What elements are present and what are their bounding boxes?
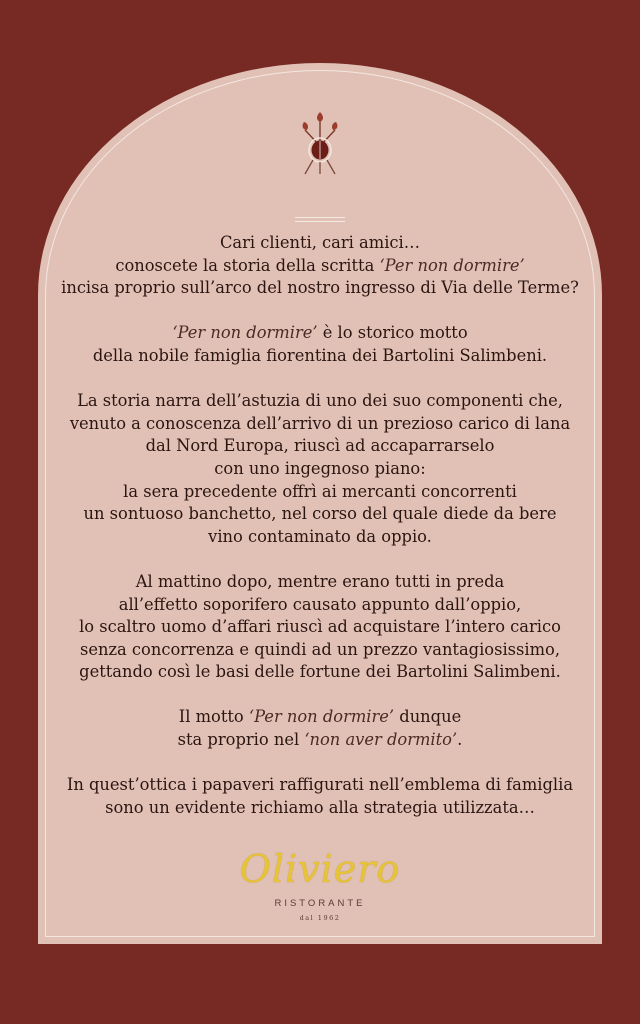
- logo-since: dal 1962: [299, 914, 341, 922]
- restaurant-logo: [230, 840, 410, 898]
- line: La storia narra dell’astuzia di uno dei suo componenti che,: [77, 391, 563, 411]
- line: .: [457, 730, 463, 750]
- line: la sera precedente offrì ai mercanti concorrenti: [123, 481, 517, 501]
- line: dunque: [394, 707, 462, 727]
- paragraph-greeting: [40, 232, 600, 300]
- line: conoscete la storia della scritta: [115, 255, 380, 275]
- line: sta proprio nel: [177, 730, 305, 750]
- logo-subtitle: RISTORANTE: [274, 898, 366, 909]
- line: incisa proprio sull’arco del nostro ingresso di Via delle Terme?: [61, 278, 579, 298]
- line: con uno ingegnoso piano:: [214, 458, 426, 478]
- motto-italic: ‘Per non dormire’: [248, 707, 395, 727]
- crest-poppies-icon: [296, 110, 344, 176]
- story-text: [40, 232, 600, 842]
- paragraph-motto: [40, 322, 600, 367]
- line: un sontuoso banchetto, nel corso del quale diede da bere: [83, 504, 557, 524]
- line: è lo storico motto: [317, 323, 468, 343]
- ornament-divider: [295, 217, 345, 225]
- motto-italic: ‘Per non dormire’: [379, 255, 525, 275]
- line: sono un evidente richiamo alla strategia utilizzata…: [105, 797, 535, 817]
- line: senza concorrenza e quindi ad un prezzo vantagiosissimo,: [79, 639, 561, 659]
- line: Cari clienti, cari amici…: [219, 233, 421, 252]
- line: all’effetto soporifero causato appunto dall’oppio,: [118, 594, 522, 614]
- line: Al mattino dopo, mentre erano tutti in preda: [135, 571, 505, 591]
- paragraph-story: [40, 390, 600, 548]
- logo-wordmark: Oliviero: [239, 847, 401, 891]
- line: dal Nord Europa, riuscì ad accaparrarselo: [145, 436, 495, 456]
- line: gettando così le basi delle fortune dei Bartolini Salimbeni.: [79, 662, 561, 682]
- paragraph-closing: [40, 774, 600, 819]
- line: della nobile famiglia fiorentina dei Bartolini Salimbeni.: [92, 345, 548, 365]
- line: venuto a conoscenza dell’arrivo di un prezioso carico di lana: [69, 413, 571, 433]
- line: Il motto: [178, 707, 249, 727]
- motto-italic: ‘non aver dormito’: [304, 730, 458, 750]
- paragraph-meaning: [40, 706, 600, 751]
- line: vino contaminato da oppio.: [208, 526, 432, 546]
- line: lo scaltro uomo d’affari riuscì ad acquistare l’intero carico: [79, 617, 561, 637]
- paragraph-morning: [40, 571, 600, 684]
- line: In quest’ottica i papaveri raffigurati nell’emblema di famiglia: [66, 775, 574, 795]
- motto-italic: ‘Per non dormire’: [172, 323, 318, 343]
